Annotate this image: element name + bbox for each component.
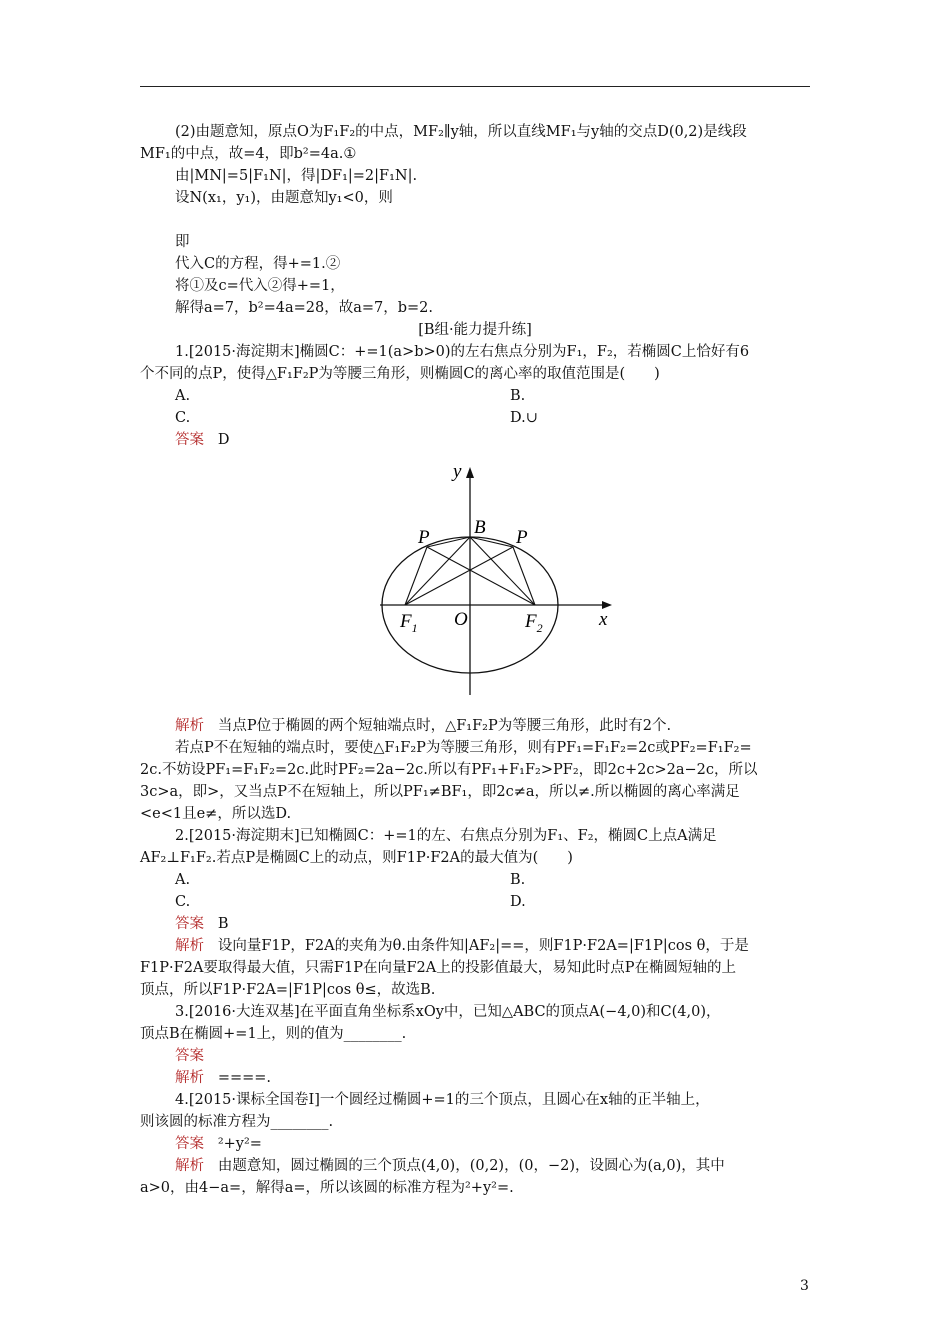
solution-line: 解得a=7，b²=4a=28，故a=7，b=2. bbox=[175, 300, 434, 316]
option-c: C. bbox=[175, 410, 191, 426]
f1-letter: F bbox=[400, 611, 412, 632]
header-rule bbox=[140, 86, 810, 87]
analysis-label: 解析 bbox=[175, 1158, 204, 1174]
ellipse-figure bbox=[365, 455, 625, 700]
answer-value: ²+y²= bbox=[217, 1136, 262, 1152]
focus-f1-label bbox=[399, 611, 418, 635]
point-p-left-label: P bbox=[418, 527, 430, 548]
answer-row bbox=[175, 1046, 204, 1066]
question-3-line: 3.[2016·大连双基]在平面直角坐标系xOy中，已知△ABC的顶点A(−4,0)和C(4,0)， bbox=[175, 1004, 721, 1020]
page-number: 3 bbox=[800, 1278, 809, 1294]
analysis-row bbox=[175, 936, 749, 956]
origin-label: O bbox=[454, 609, 468, 630]
focus-f2-label bbox=[524, 611, 543, 635]
option-a: A. bbox=[175, 388, 191, 404]
solution-line: 由|MN|=5|F₁N|，得|DF₁|=2|F₁N|. bbox=[175, 168, 418, 184]
analysis-text: 当点P位于椭圆的两个短轴端点时，△F₁F₂P为等腰三角形，此时有2个. bbox=[217, 718, 672, 734]
answer-value: D bbox=[217, 432, 230, 448]
analysis-row bbox=[175, 1156, 725, 1176]
analysis-label: 解析 bbox=[175, 938, 204, 954]
option-b: B. bbox=[510, 872, 526, 888]
question-1-line: 1.[2015·海淀期末]椭圆C：+=1(a>b>0)的左右焦点分别为F₁，F₂，若椭圆C上恰好有6 bbox=[175, 344, 750, 360]
analysis-text: 由题意知，圆过椭圆的三个顶点(4,0)，(0,2)，(0，−2)，设圆心为(a,0)，其中 bbox=[217, 1158, 725, 1174]
analysis-line: 3c>a，即>，又当点P不在短轴上，所以PF₁≠BF₁，即2c≠a，所以≠.所以椭圆的离心率满足 bbox=[140, 784, 740, 800]
analysis-line: 2c.不妨设PF₁=F₁F₂=2c.此时PF₂=2a−2c.所以有PF₁+F₁F₂>PF₂，即2c+2c>2a−2c，所以 bbox=[140, 762, 758, 778]
answer-label: 答案 bbox=[175, 1048, 204, 1064]
analysis-line: <e<1且e≠，所以选D. bbox=[140, 806, 292, 822]
y-axis-label: y bbox=[453, 461, 462, 482]
solution-line: 代入C的方程，得+=1.② bbox=[175, 256, 341, 272]
analysis-row bbox=[175, 1068, 271, 1088]
x-axis-label: x bbox=[599, 609, 608, 630]
analysis-line: 顶点，所以F1P·F2A=|F1P|cos θ≤，故选B. bbox=[140, 982, 436, 998]
question-3-line: 顶点B在椭圆+=1上，则的值为________. bbox=[140, 1026, 407, 1042]
analysis-row bbox=[175, 716, 671, 736]
solution-line: 即 bbox=[175, 234, 190, 250]
question-2-line: AF₂⊥F₁F₂.若点P是椭圆C上的动点，则F1P·F2A的最大值为( ) bbox=[140, 850, 573, 866]
answer-row bbox=[175, 914, 228, 934]
analysis-label: 解析 bbox=[175, 718, 204, 734]
option-a: A. bbox=[175, 872, 191, 888]
answer-row bbox=[175, 1134, 262, 1154]
point-b-label: B bbox=[474, 517, 486, 538]
solution-line: 设N(x₁，y₁)，由题意知y₁<0，则 bbox=[175, 190, 393, 206]
answer-label: 答案 bbox=[175, 432, 204, 448]
analysis-line: 若点P不在短轴的端点时，要使△F₁F₂P为等腰三角形，则有PF₁=F₁F₂=2c或PF₂=F₁F₂= bbox=[175, 740, 752, 756]
analysis-line: a>0，由4−a=，解得a=，所以该圆的标准方程为²+y²=. bbox=[140, 1180, 514, 1196]
solution-line: (2)由题意知，原点O为F₁F₂的中点，MF₂∥y轴，所以直线MF₁与y轴的交点D(0,2)是线段 bbox=[175, 124, 747, 140]
f1-subscript: 1 bbox=[411, 621, 418, 635]
option-d: D.∪ bbox=[510, 410, 538, 426]
option-b: B. bbox=[510, 388, 526, 404]
f2-letter: F bbox=[525, 611, 537, 632]
option-c: C. bbox=[175, 894, 191, 910]
analysis-line: F1P·F2A要取得最大值，只需F1P在向量F2A上的投影值最大，易知此时点P在椭圆短轴的上 bbox=[140, 960, 736, 976]
analysis-text: 设向量F1P，F2A的夹角为θ.由条件知|AF₂|==，则F1P·F2A=|F1P|cos θ，于是 bbox=[217, 938, 749, 954]
point-p-right-label: P bbox=[516, 527, 528, 548]
answer-label: 答案 bbox=[175, 916, 204, 932]
question-1-line: 个不同的点P，使得△F₁F₂P为等腰三角形，则椭圆C的离心率的取值范围是( ) bbox=[140, 366, 660, 382]
answer-value: B bbox=[217, 916, 229, 932]
answer-label: 答案 bbox=[175, 1136, 204, 1152]
question-4-line: 4.[2015·课标全国卷Ⅰ]一个圆经过椭圆+=1的三个顶点，且圆心在x轴的正半轴上， bbox=[175, 1092, 710, 1108]
solution-line: MF₁的中点，故=4，即b²=4a.① bbox=[140, 146, 357, 162]
f2-subscript: 2 bbox=[536, 621, 543, 635]
question-4-line: 则该圆的标准方程为________. bbox=[140, 1114, 334, 1130]
analysis-text: ====. bbox=[217, 1070, 272, 1086]
x-axis-arrow bbox=[602, 601, 612, 609]
solution-line: 将①及c=代入②得+=1， bbox=[175, 278, 345, 294]
option-d: D. bbox=[510, 894, 526, 910]
section-title: [B组·能力提升练] bbox=[418, 322, 532, 338]
y-axis-arrow bbox=[466, 467, 474, 478]
analysis-label: 解析 bbox=[175, 1070, 204, 1086]
question-2-line: 2.[2015·海淀期末]已知椭圆C：+=1的左、右焦点分别为F₁、F₂，椭圆C上点A满足 bbox=[175, 828, 717, 844]
answer-row bbox=[175, 430, 229, 450]
